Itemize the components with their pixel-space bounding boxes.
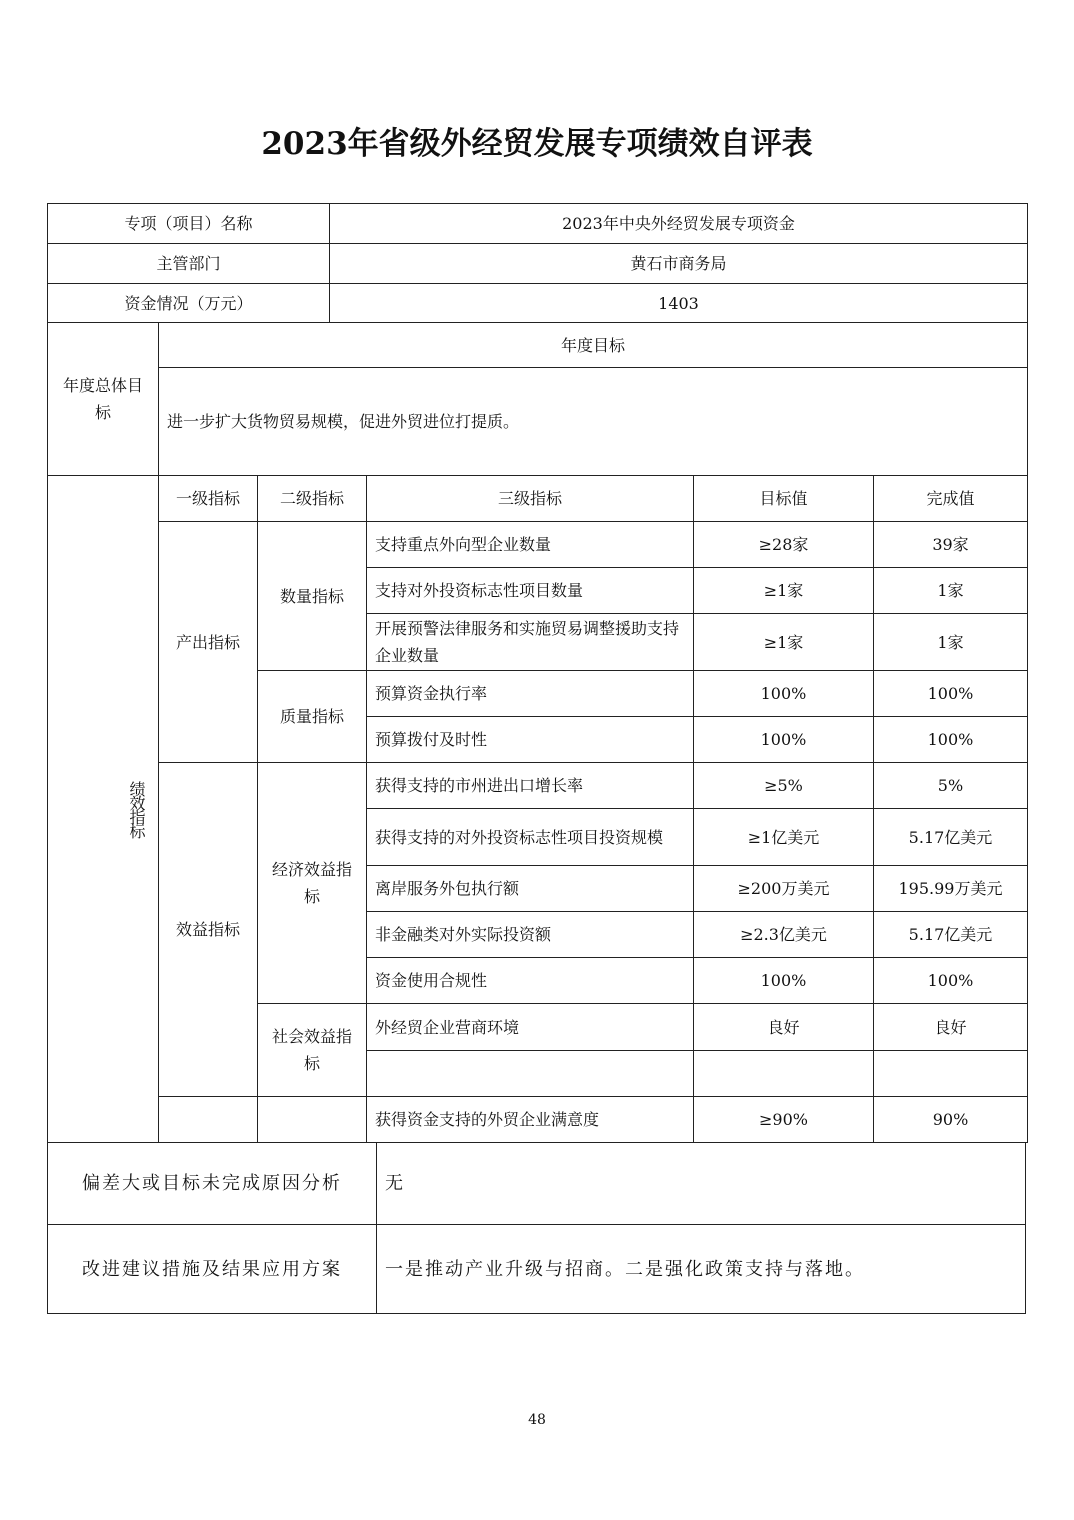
column-header: 二级指标 [257, 475, 367, 522]
page-number: 48 [528, 1412, 546, 1428]
target-value: ≥1亿美元 [693, 808, 874, 866]
level2-economic: 经济效益指标 [257, 762, 367, 1004]
target-value: ≥200万美元 [693, 865, 874, 912]
indicator-name: 获得资金支持的外贸企业满意度 [366, 1096, 694, 1143]
column-header: 三级指标 [366, 475, 694, 522]
performance-label: 绩效指标 [47, 475, 159, 1143]
level2-social: 社会效益指标 [257, 1003, 367, 1097]
indicator-name: 外经贸企业营商环境 [366, 1003, 694, 1051]
actual-value: 1家 [873, 613, 1028, 671]
target-value: 100% [693, 716, 874, 763]
actual-value: 5% [873, 762, 1028, 809]
level2-quality: 质量指标 [257, 670, 367, 763]
indicator-name: 开展预警法律服务和实施贸易调整援助支持企业数量 [366, 613, 694, 671]
deviation-value: 无 [376, 1142, 1026, 1225]
column-header: 一级指标 [158, 475, 258, 522]
improvement-value: 一是推动产业升级与招商。二是强化政策支持与落地。 [376, 1224, 1026, 1314]
actual-value: 1家 [873, 567, 1028, 614]
actual-value: 100% [873, 716, 1028, 763]
improvement-label: 改进建议措施及结果应用方案 [47, 1224, 377, 1314]
actual-value: 39家 [873, 521, 1028, 568]
deviation-label: 偏差大或目标未完成原因分析 [47, 1142, 377, 1225]
level2-empty [257, 1096, 367, 1143]
target-value: 100% [693, 957, 874, 1004]
indicator-name: 离岸服务外包执行额 [366, 865, 694, 912]
annual-goal-header: 年度目标 [158, 322, 1028, 368]
annual-goal-content: 进一步扩大货物贸易规模，促进外贸进位打提质。 [158, 367, 1028, 476]
target-value: ≥5% [693, 762, 874, 809]
actual-value: 100% [873, 957, 1028, 1004]
actual-value: 100% [873, 670, 1028, 717]
target-value [693, 1050, 874, 1097]
indicator-name: 支持对外投资标志性项目数量 [366, 567, 694, 614]
column-header: 目标值 [693, 475, 874, 522]
target-value: ≥90% [693, 1096, 874, 1143]
column-header: 完成值 [873, 475, 1028, 522]
level1-benefit: 效益指标 [158, 762, 258, 1097]
level1-output: 产出指标 [158, 521, 258, 763]
indicator-name: 非金融类对外实际投资额 [366, 911, 694, 958]
project-name-value: 2023年中央外经贸发展专项资金 [329, 203, 1028, 244]
indicator-name: 资金使用合规性 [366, 957, 694, 1004]
page-title: 2023年省级外经贸发展专项绩效自评表 [261, 126, 813, 162]
indicator-name: 预算拨付及时性 [366, 716, 694, 763]
target-value: ≥28家 [693, 521, 874, 568]
level2-quantity: 数量指标 [257, 521, 367, 671]
funds-value: 1403 [329, 283, 1028, 323]
annual-goal-label: 年度总体目标 [47, 322, 159, 476]
department-value: 黄石市商务局 [329, 243, 1028, 284]
target-value: ≥1家 [693, 567, 874, 614]
actual-value: 90% [873, 1096, 1028, 1143]
funds-label: 资金情况（万元） [47, 283, 330, 323]
target-value: ≥1家 [693, 613, 874, 671]
actual-value: 5.17亿美元 [873, 911, 1028, 958]
target-value: ≥2.3亿美元 [693, 911, 874, 958]
indicator-name [366, 1050, 694, 1097]
actual-value [873, 1050, 1028, 1097]
target-value: 100% [693, 670, 874, 717]
project-name-label: 专项（项目）名称 [47, 203, 330, 244]
indicator-name: 预算资金执行率 [366, 670, 694, 717]
target-value: 良好 [693, 1003, 874, 1051]
actual-value: 5.17亿美元 [873, 808, 1028, 866]
department-label: 主管部门 [47, 243, 330, 284]
indicator-name: 获得支持的对外投资标志性项目投资规模 [366, 808, 694, 866]
actual-value: 良好 [873, 1003, 1028, 1051]
indicator-name: 获得支持的市州进出口增长率 [366, 762, 694, 809]
actual-value: 195.99万美元 [873, 865, 1028, 912]
level1-empty [158, 1096, 258, 1143]
indicator-name: 支持重点外向型企业数量 [366, 521, 694, 568]
